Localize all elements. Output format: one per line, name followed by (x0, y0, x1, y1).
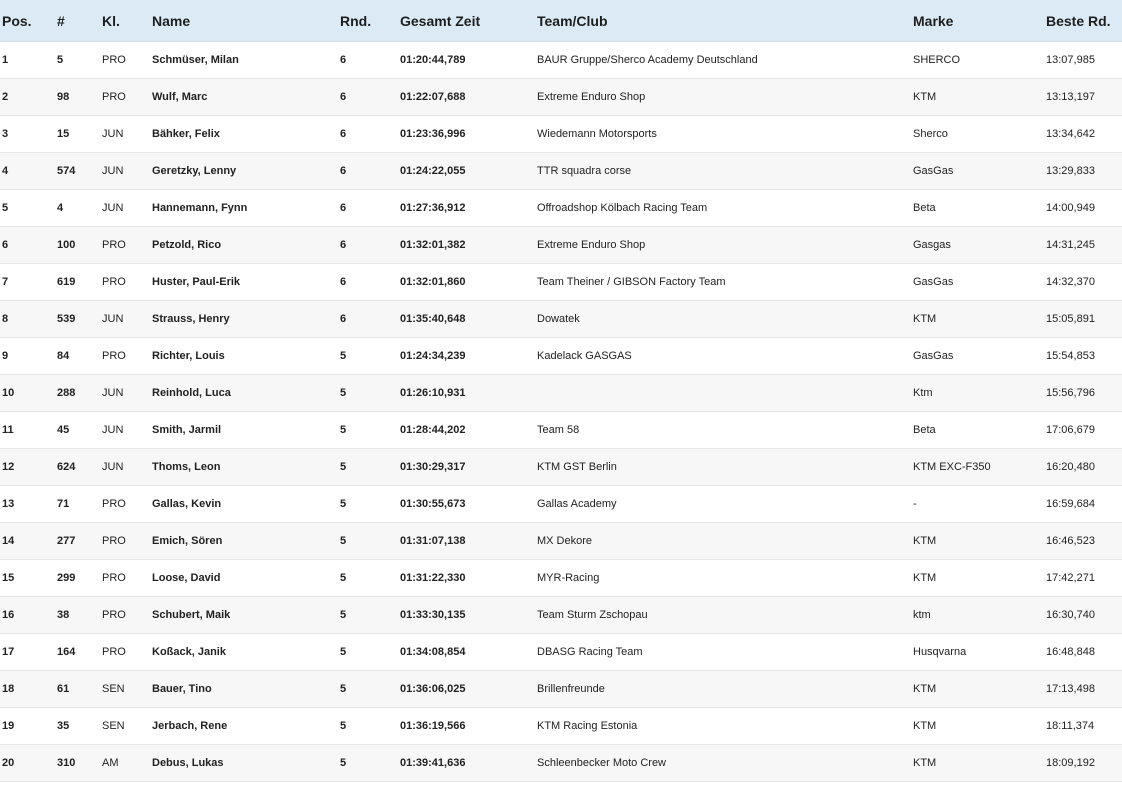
cell-name: Huster, Paul-Erik (152, 264, 340, 301)
cell-pos: 1 (0, 42, 57, 79)
cell-pos: 14 (0, 523, 57, 560)
cell-team: BAUR Gruppe/Sherco Academy Deutschland (537, 42, 913, 79)
table-row (0, 301, 1122, 338)
cell-best-lap: 18:09,192 (1046, 745, 1122, 782)
cell-rounds: 5 (340, 671, 400, 708)
cell-best-lap: 13:29,833 (1046, 153, 1122, 190)
table-row (0, 449, 1122, 486)
cell-name: Loose, David (152, 560, 340, 597)
cell-team: KTM Racing Estonia (537, 708, 913, 745)
cell-best-lap: 13:34,642 (1046, 116, 1122, 153)
cell-pos: 15 (0, 560, 57, 597)
cell-class: PRO (102, 227, 152, 264)
cell-number: 61 (57, 671, 102, 708)
cell-brand: KTM (913, 671, 1046, 708)
table-row (0, 42, 1122, 79)
cell-rounds: 6 (340, 264, 400, 301)
cell-pos: 10 (0, 375, 57, 412)
table-body (0, 42, 1122, 782)
cell-class: PRO (102, 42, 152, 79)
cell-total-time: 01:35:40,648 (400, 301, 537, 338)
table-row (0, 412, 1122, 449)
table-header (0, 0, 1122, 42)
cell-number: 98 (57, 79, 102, 116)
cell-rounds: 5 (340, 338, 400, 375)
table-row (0, 523, 1122, 560)
cell-total-time: 01:23:36,996 (400, 116, 537, 153)
cell-brand: KTM (913, 523, 1046, 560)
header-team[interactable]: Team/Club (537, 0, 913, 42)
cell-number: 288 (57, 375, 102, 412)
cell-pos: 11 (0, 412, 57, 449)
cell-class: SEN (102, 671, 152, 708)
cell-best-lap: 16:20,480 (1046, 449, 1122, 486)
cell-best-lap: 17:06,679 (1046, 412, 1122, 449)
cell-team: Team 58 (537, 412, 913, 449)
cell-best-lap: 16:30,740 (1046, 597, 1122, 634)
cell-team: Wiedemann Motorsports (537, 116, 913, 153)
cell-number: 100 (57, 227, 102, 264)
header-name[interactable]: Name (152, 0, 340, 42)
cell-class: JUN (102, 412, 152, 449)
cell-name: Jerbach, Rene (152, 708, 340, 745)
cell-pos: 16 (0, 597, 57, 634)
cell-name: Gallas, Kevin (152, 486, 340, 523)
cell-best-lap: 16:46,523 (1046, 523, 1122, 560)
cell-pos: 7 (0, 264, 57, 301)
cell-brand: Gasgas (913, 227, 1046, 264)
cell-brand: KTM (913, 745, 1046, 782)
cell-class: JUN (102, 375, 152, 412)
header-brand[interactable]: Marke (913, 0, 1046, 42)
cell-team: DBASG Racing Team (537, 634, 913, 671)
table-row (0, 375, 1122, 412)
cell-team: Gallas Academy (537, 486, 913, 523)
table-row (0, 227, 1122, 264)
cell-brand: Sherco (913, 116, 1046, 153)
cell-number: 164 (57, 634, 102, 671)
cell-best-lap: 14:32,370 (1046, 264, 1122, 301)
cell-pos: 12 (0, 449, 57, 486)
cell-team: TTR squadra corse (537, 153, 913, 190)
cell-team: Extreme Enduro Shop (537, 79, 913, 116)
cell-number: 619 (57, 264, 102, 301)
table-row (0, 264, 1122, 301)
cell-total-time: 01:22:07,688 (400, 79, 537, 116)
cell-name: Bauer, Tino (152, 671, 340, 708)
cell-best-lap: 15:56,796 (1046, 375, 1122, 412)
cell-name: Reinhold, Luca (152, 375, 340, 412)
cell-name: Petzold, Rico (152, 227, 340, 264)
cell-pos: 9 (0, 338, 57, 375)
cell-brand: GasGas (913, 338, 1046, 375)
cell-brand: KTM (913, 79, 1046, 116)
cell-pos: 3 (0, 116, 57, 153)
cell-team: Team Theiner / GIBSON Factory Team (537, 264, 913, 301)
cell-best-lap: 15:54,853 (1046, 338, 1122, 375)
cell-total-time: 01:20:44,789 (400, 42, 537, 79)
cell-rounds: 6 (340, 42, 400, 79)
cell-name: Richter, Louis (152, 338, 340, 375)
header-row (0, 0, 1122, 42)
cell-class: SEN (102, 708, 152, 745)
cell-name: Schmüser, Milan (152, 42, 340, 79)
cell-best-lap: 17:42,271 (1046, 560, 1122, 597)
table-row (0, 190, 1122, 227)
cell-name: Geretzky, Lenny (152, 153, 340, 190)
cell-rounds: 5 (340, 634, 400, 671)
cell-team: Brillenfreunde (537, 671, 913, 708)
cell-brand: Husqvarna (913, 634, 1046, 671)
header-best-lap[interactable]: Beste Rd. (1046, 0, 1122, 42)
cell-total-time: 01:30:29,317 (400, 449, 537, 486)
cell-rounds: 5 (340, 560, 400, 597)
cell-number: 539 (57, 301, 102, 338)
cell-rounds: 5 (340, 745, 400, 782)
cell-number: 35 (57, 708, 102, 745)
header-rounds[interactable]: Rnd. (340, 0, 400, 42)
cell-brand: SHERCO (913, 42, 1046, 79)
cell-number: 277 (57, 523, 102, 560)
cell-rounds: 6 (340, 301, 400, 338)
cell-brand: GasGas (913, 153, 1046, 190)
cell-number: 310 (57, 745, 102, 782)
header-total-time[interactable]: Gesamt Zeit (400, 0, 537, 42)
cell-pos: 4 (0, 153, 57, 190)
cell-name: Hannemann, Fynn (152, 190, 340, 227)
cell-rounds: 5 (340, 449, 400, 486)
cell-brand: Beta (913, 190, 1046, 227)
cell-rounds: 5 (340, 523, 400, 560)
table-row (0, 634, 1122, 671)
cell-pos: 2 (0, 79, 57, 116)
cell-team: Kadelack GASGAS (537, 338, 913, 375)
table-row (0, 153, 1122, 190)
cell-class: PRO (102, 523, 152, 560)
cell-total-time: 01:26:10,931 (400, 375, 537, 412)
table-row (0, 486, 1122, 523)
cell-rounds: 6 (340, 227, 400, 264)
cell-name: Smith, Jarmil (152, 412, 340, 449)
cell-rounds: 5 (340, 375, 400, 412)
header-pos[interactable]: Pos. (0, 0, 57, 42)
cell-total-time: 01:31:22,330 (400, 560, 537, 597)
cell-class: PRO (102, 79, 152, 116)
cell-number: 71 (57, 486, 102, 523)
cell-rounds: 5 (340, 486, 400, 523)
cell-brand: ktm (913, 597, 1046, 634)
cell-total-time: 01:24:34,239 (400, 338, 537, 375)
cell-team (537, 375, 913, 412)
cell-class: AM (102, 745, 152, 782)
cell-pos: 18 (0, 671, 57, 708)
cell-team: Schleenbecker Moto Crew (537, 745, 913, 782)
cell-brand: KTM EXC-F350 (913, 449, 1046, 486)
cell-best-lap: 17:13,498 (1046, 671, 1122, 708)
cell-name: Debus, Lukas (152, 745, 340, 782)
cell-rounds: 6 (340, 116, 400, 153)
cell-name: Emich, Sören (152, 523, 340, 560)
cell-class: JUN (102, 116, 152, 153)
cell-class: JUN (102, 190, 152, 227)
cell-rounds: 5 (340, 597, 400, 634)
cell-pos: 20 (0, 745, 57, 782)
cell-total-time: 01:33:30,135 (400, 597, 537, 634)
cell-total-time: 01:24:22,055 (400, 153, 537, 190)
cell-class: PRO (102, 634, 152, 671)
cell-total-time: 01:28:44,202 (400, 412, 537, 449)
cell-rounds: 5 (340, 708, 400, 745)
cell-number: 15 (57, 116, 102, 153)
cell-brand: KTM (913, 301, 1046, 338)
cell-rounds: 6 (340, 79, 400, 116)
cell-total-time: 01:31:07,138 (400, 523, 537, 560)
cell-best-lap: 13:13,197 (1046, 79, 1122, 116)
cell-team: MX Dekore (537, 523, 913, 560)
cell-number: 5 (57, 42, 102, 79)
cell-name: Koßack, Janik (152, 634, 340, 671)
cell-pos: 13 (0, 486, 57, 523)
table-row (0, 116, 1122, 153)
cell-team: MYR-Racing (537, 560, 913, 597)
cell-total-time: 01:36:06,025 (400, 671, 537, 708)
cell-class: PRO (102, 338, 152, 375)
cell-brand: KTM (913, 708, 1046, 745)
cell-team: Offroadshop Kölbach Racing Team (537, 190, 913, 227)
cell-best-lap: 14:31,245 (1046, 227, 1122, 264)
cell-best-lap: 16:48,848 (1046, 634, 1122, 671)
cell-total-time: 01:27:36,912 (400, 190, 537, 227)
cell-pos: 8 (0, 301, 57, 338)
table-row (0, 671, 1122, 708)
table-row (0, 79, 1122, 116)
cell-number: 45 (57, 412, 102, 449)
cell-pos: 6 (0, 227, 57, 264)
cell-name: Schubert, Maik (152, 597, 340, 634)
cell-best-lap: 15:05,891 (1046, 301, 1122, 338)
table-row (0, 338, 1122, 375)
cell-pos: 17 (0, 634, 57, 671)
cell-number: 4 (57, 190, 102, 227)
cell-best-lap: 18:11,374 (1046, 708, 1122, 745)
table-row (0, 708, 1122, 745)
cell-class: PRO (102, 597, 152, 634)
cell-number: 574 (57, 153, 102, 190)
cell-team: Team Sturm Zschopau (537, 597, 913, 634)
cell-best-lap: 14:00,949 (1046, 190, 1122, 227)
header-class[interactable]: Kl. (102, 0, 152, 42)
cell-class: JUN (102, 301, 152, 338)
cell-brand: KTM (913, 560, 1046, 597)
cell-brand: GasGas (913, 264, 1046, 301)
cell-class: PRO (102, 486, 152, 523)
cell-rounds: 6 (340, 153, 400, 190)
cell-team: Extreme Enduro Shop (537, 227, 913, 264)
cell-class: JUN (102, 153, 152, 190)
cell-pos: 5 (0, 190, 57, 227)
table-row (0, 560, 1122, 597)
cell-team: KTM GST Berlin (537, 449, 913, 486)
cell-number: 84 (57, 338, 102, 375)
header-number[interactable]: # (57, 0, 102, 42)
cell-best-lap: 13:07,985 (1046, 42, 1122, 79)
cell-total-time: 01:34:08,854 (400, 634, 537, 671)
cell-team: Dowatek (537, 301, 913, 338)
cell-pos: 19 (0, 708, 57, 745)
cell-name: Thoms, Leon (152, 449, 340, 486)
cell-total-time: 01:32:01,860 (400, 264, 537, 301)
cell-total-time: 01:32:01,382 (400, 227, 537, 264)
cell-name: Strauss, Henry (152, 301, 340, 338)
cell-number: 624 (57, 449, 102, 486)
cell-brand: Ktm (913, 375, 1046, 412)
cell-total-time: 01:30:55,673 (400, 486, 537, 523)
cell-class: PRO (102, 560, 152, 597)
cell-best-lap: 16:59,684 (1046, 486, 1122, 523)
table-row (0, 597, 1122, 634)
cell-name: Bähker, Felix (152, 116, 340, 153)
cell-rounds: 6 (340, 190, 400, 227)
cell-number: 299 (57, 560, 102, 597)
cell-class: JUN (102, 449, 152, 486)
cell-brand: Beta (913, 412, 1046, 449)
cell-rounds: 5 (340, 412, 400, 449)
cell-number: 38 (57, 597, 102, 634)
cell-brand: - (913, 486, 1046, 523)
cell-total-time: 01:36:19,566 (400, 708, 537, 745)
cell-class: PRO (102, 264, 152, 301)
table-row (0, 745, 1122, 782)
cell-name: Wulf, Marc (152, 79, 340, 116)
cell-total-time: 01:39:41,636 (400, 745, 537, 782)
